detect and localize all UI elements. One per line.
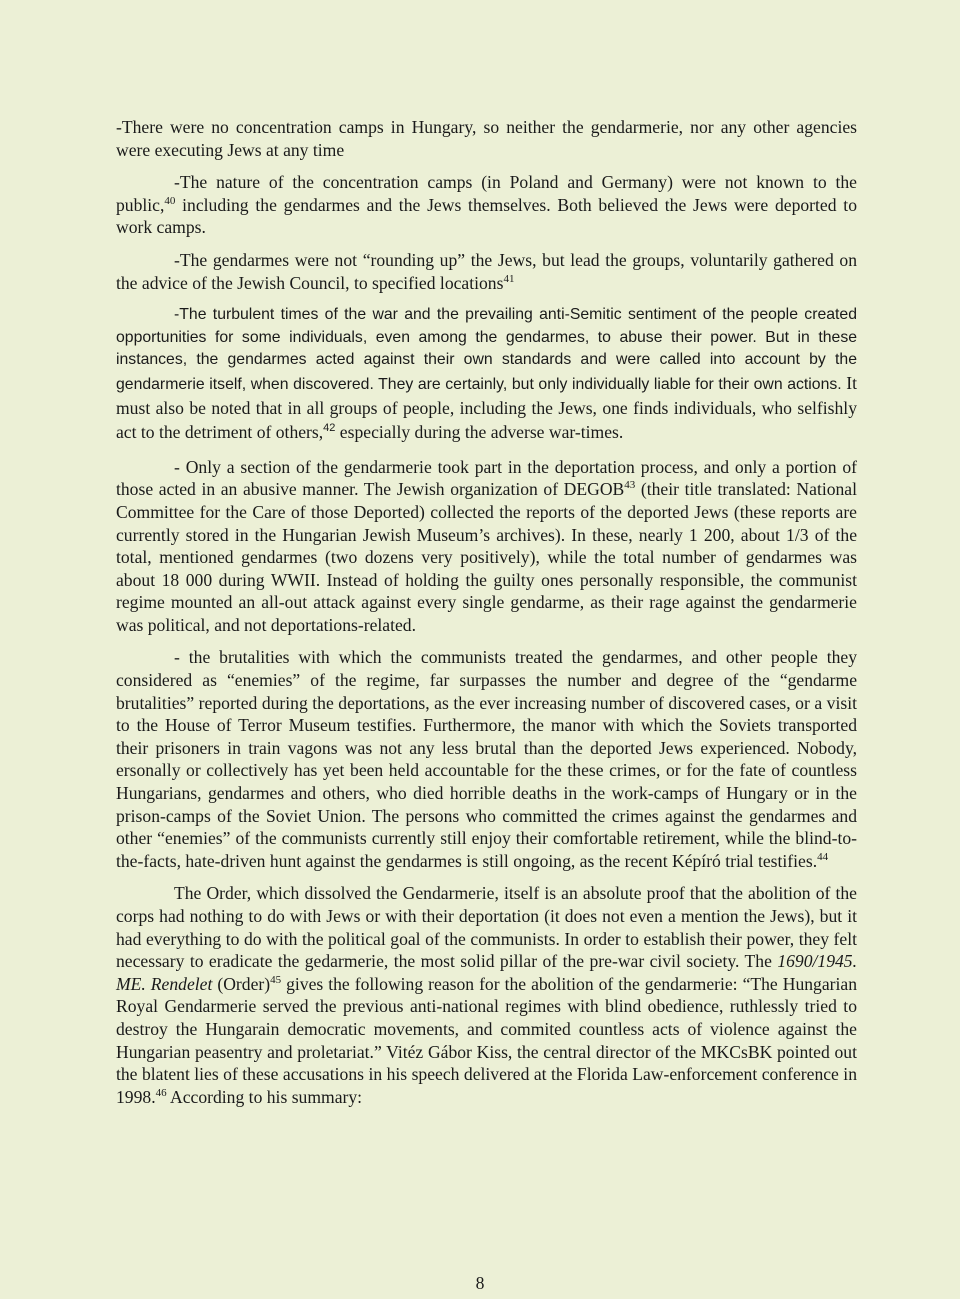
footnote-ref-40[interactable]: 40: [164, 194, 176, 207]
footnote-ref-46[interactable]: 46: [155, 1086, 167, 1099]
paragraph-text: including the gendarmes and the Jews themselves. Both believed the Jews were deported to work camps.: [116, 194, 857, 238]
document-page: [116, 116, 857, 1118]
paragraph-rounding-up: [116, 249, 857, 294]
paragraph-turbulent-times: [116, 304, 857, 446]
paragraph-text: - Only a section of the gendarmerie took part in the deportation process, and only a portion of those acted in an abusive manner. The Jewish organization of DEGOB: [116, 456, 857, 500]
footnote-ref-42[interactable]: 42: [323, 422, 336, 435]
paragraph-text: It must also be noted that in all groups of people, including the Jews, one finds individuals, who selfishly act to the detriment of others,: [116, 372, 857, 443]
footnote-ref-45[interactable]: 45: [270, 973, 282, 986]
paragraph-text: (Order): [212, 973, 271, 994]
footnote-ref-43[interactable]: 43: [624, 479, 636, 492]
paragraph-text: especially during the adverse war-times.: [335, 422, 624, 443]
paragraph-brutalities: [116, 646, 857, 872]
page-number: 8: [475, 1273, 485, 1293]
paragraph-text: -The turbulent times of the war and the prevailing anti-Semitic sentiment of the people created opportunities for some individuals, even among the gendarmes, to abuse their power. But in these instances, the gendarmes acted against their own standards and were called into account by the gendarmerie itself, when discovered. They are certainly, but only individually liable for their own actions.: [116, 306, 857, 393]
paragraph-text: The Order, which dissolved the Gendarmerie, itself is an absolute proof that the abolition of the corps had nothing to do with Jews or with their deportation (it does not even a mention the Jews), but it had everything to do with the political goal of the communists. In order to establish their power, they felt necessary to eradicate the gedarmerie, the most solid pillar of the pre-war civil society. The: [116, 883, 857, 972]
paragraph-text: gives the following reason for the abolition of the gendarmerie: “The Hungarian Royal Gendarmerie served the previous anti-national regimes with blind obedience, ruthlessly tried to destroy the Hungarain democratic movements, and commited countless acts of violence against the Hungarian peasentry and proletariat.” Vitéz Gábor Kiss, the central director of the MKCsBK pointed out the blatent lies of these accusations in his speech delivered at the Florida Law-enforcement conference in 1998.: [116, 973, 857, 1107]
paragraph-text: -The gendarmes were not “rounding up” the Jews, but lead the groups, voluntarily gathered on the advice of the Jewish Council, to specified locations: [116, 249, 857, 293]
footnote-ref-41[interactable]: 41: [503, 272, 515, 285]
paragraph-text: (their title translated: National Committee for the Care of those Deported) collected the reports of the deported Jews (these reports are currently stored in the Hungarian Jewish Museum’s archives). In these, nearly 1 200, about 1/3 of the total, mentioned gendarmes (two dozens very positively), while the total number of gendarmes was about 18 000 during WWII. Instead of holding the guilty ones personally responsible, the communist regime mounted an all-out attack against every single gendarme, as their rage against the gendarmerie was political, and not deportations-related.: [116, 479, 858, 635]
paragraph-text: -There were no concentration camps in Hungary, so neither the gendarmerie, nor any other agencies were executing Jews at any time: [116, 117, 857, 160]
paragraph-nature-of-camps: [116, 171, 857, 239]
footnote-ref-44[interactable]: 44: [817, 850, 829, 863]
paragraph-text: - the brutalities with which the communists treated the gendarmes, and other people they considered as “enemies” of the regime, far surpasses the number and degree of the “gendarme brutalities” reported during the deportations, as the ever increasing number of discovered cases, or a visit to the House of Terror Museum testifies. Furthermore, the manor with which the Soviets transported their prisoners in train vagons was not any less brutal than the deported Jews experienced. Nobody, ersonally or collectively has yet been held accountable for the these crimes, or for the fate of countless Hungarians, gendarmes and others, who died horrible deaths in the work-camps of Hungary or in the prison-camps of the Soviet Union. The persons who committed the crimes against the gendarmes and other “enemies” of the communists currently still enjoy their comfortable retirement, while the blind-to-the-facts, hate-driven hunt against the gendarmes is still ongoing, as the recent Képíró trial testifies.: [116, 647, 857, 871]
paragraph-text: -The nature of the concentration camps (in Poland and Germany) were not known to the public,: [116, 172, 857, 215]
paragraph-the-order: [116, 882, 857, 1108]
paragraph-section-of-gendarmerie: [116, 456, 857, 637]
paragraph-text: According to his summary:: [166, 1086, 363, 1107]
order-title: 1690/1945. ME. Rendelet: [116, 951, 857, 994]
paragraph-no-camps: [116, 116, 857, 161]
